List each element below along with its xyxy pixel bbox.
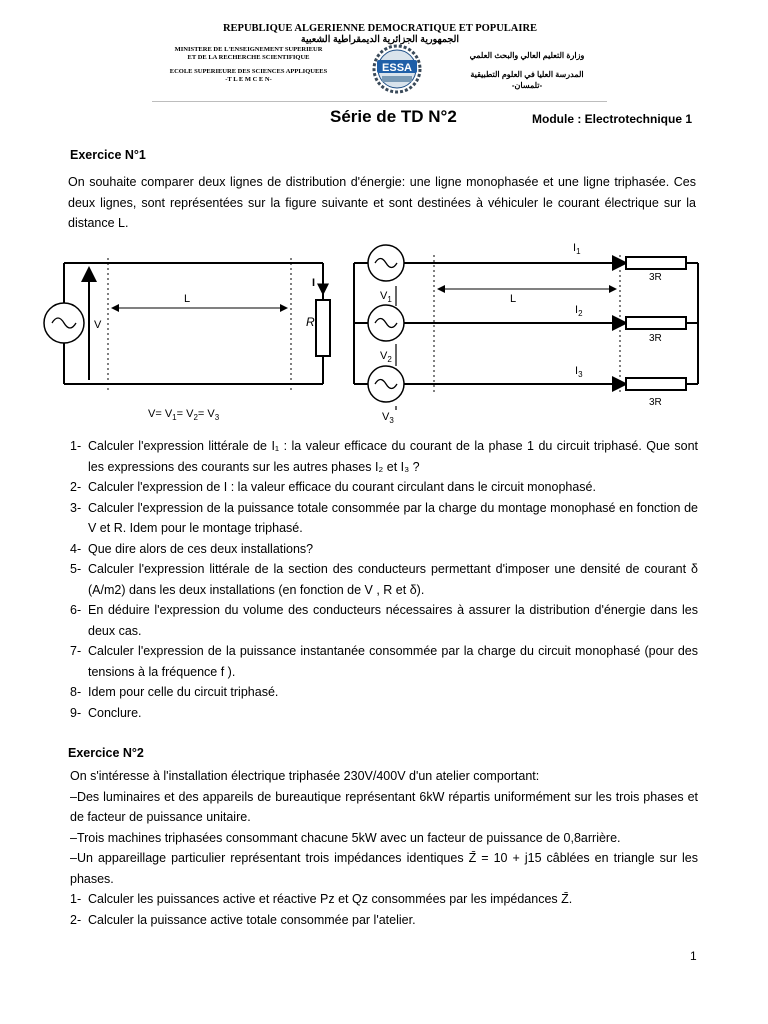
question-item bbox=[70, 600, 698, 641]
exercise-2-title: Exercice N°2 bbox=[68, 746, 144, 760]
module-label: Module : Electrotechnique 1 bbox=[532, 112, 693, 126]
page-title: Série de TD N°2 bbox=[330, 107, 457, 126]
resistor-3r-2-label: 3R bbox=[649, 333, 662, 344]
question-text: Calculer l'expression de la puissance totale consommée par la charge du montage monophasé en fonction de V et R. Idem pour le montage triphasé. bbox=[88, 500, 698, 535]
question-item bbox=[70, 436, 698, 477]
mono-l-label: L bbox=[184, 293, 191, 305]
exercise-2-body bbox=[70, 766, 698, 930]
exercise-2-item-1: –Des luminaires et des appareils de bureautique représentant 6kW répartis uniformément sur les trois phases et de facteur de puissance unitaire. bbox=[70, 789, 698, 824]
question-text: Conclure. bbox=[88, 705, 142, 720]
question-item bbox=[70, 910, 698, 931]
ministry-ar: وزارة التعليم العالي والبحث العلمي bbox=[469, 51, 585, 60]
question-item bbox=[70, 703, 698, 724]
question-number: 4- bbox=[70, 541, 82, 556]
header-right-institution bbox=[452, 50, 602, 91]
question-number: 8- bbox=[70, 685, 82, 699]
v3-label: $V_3$ bbox=[382, 411, 394, 425]
exercise-1-title: Exercice N°1 bbox=[70, 148, 146, 162]
question-item bbox=[70, 889, 698, 910]
exercise-1-questions bbox=[70, 436, 698, 723]
i2-label: $I_2$ bbox=[575, 304, 583, 318]
school-fr-line2: -T L E M C E N- bbox=[225, 76, 272, 83]
school-fr-line1: ECOLE SUPERIEURE DES SCIENCES APPLIQUEES bbox=[169, 68, 328, 75]
header-left-institution bbox=[146, 46, 351, 84]
mono-i-label: I bbox=[312, 277, 316, 289]
question-item bbox=[70, 641, 698, 682]
circuit-figure bbox=[38, 240, 708, 430]
question-item bbox=[70, 477, 698, 498]
ministry-fr-line2: ET DE LA RECHERCHE SCIENTIFIQUE bbox=[187, 54, 310, 61]
exercise-2-intro: On s'intéresse à l'installation électrique triphasée 230V/400V d'un atelier comportant: bbox=[70, 769, 540, 783]
republic-title-fr: REPUBLIQUE ALGERIENNE DEMOCRATIQUE ET POPULAIRE bbox=[222, 23, 538, 34]
exercise-2-questions bbox=[70, 889, 698, 930]
mono-v-label: V bbox=[94, 319, 102, 331]
exercise-2-item-2: –Trois machines triphasées consommant chacune 5kW avec un facteur de puissance de 0,8arrière. bbox=[70, 830, 621, 845]
question-item bbox=[70, 498, 698, 539]
three-phase-circuit bbox=[354, 242, 698, 425]
question-number: 5- bbox=[70, 562, 82, 576]
question-number: 7- bbox=[70, 644, 82, 658]
logo-text: ESSA bbox=[382, 62, 412, 74]
question-item bbox=[70, 539, 698, 560]
tri-l-label: L bbox=[510, 293, 517, 305]
resistor-3r-3 bbox=[626, 378, 686, 390]
voltage-equation: $V= V_1= V_2= V_3$ bbox=[148, 408, 220, 422]
question-text: Calculer les puissances active et réactive Pz et Qz consommées par les impédances Z̄. bbox=[88, 892, 573, 906]
resistor-r bbox=[316, 300, 330, 356]
question-text: Calculer la puissance active totale consommée par l'atelier. bbox=[88, 912, 416, 927]
question-text: En déduire l'expression du volume des conducteurs nécessaires à assurer la distribution d'énergie dans les deux cas. bbox=[88, 603, 698, 638]
v2-label: $V_2$ bbox=[380, 350, 392, 364]
question-number: 2- bbox=[70, 480, 82, 494]
question-number: 3- bbox=[70, 500, 82, 515]
resistor-3r-2 bbox=[626, 317, 686, 329]
ministry-fr-line1: MINISTERE DE L'ENSEIGNEMENT SUPERIEUR bbox=[174, 46, 323, 53]
i3-label: $I_3$ bbox=[575, 365, 583, 379]
question-text: Idem pour celle du circuit triphasé. bbox=[88, 685, 279, 699]
question-text: Calculer l'expression de la puissance instantanée consommée par la charge du circuit monophasé (pour des tensions à la fréquence f ). bbox=[88, 644, 698, 679]
question-text: Calculer l'expression littérale de la section des conducteurs permettant d'imposer une densité de courant δ (A/m2) dans les deux installations (en fonction de V , R et δ). bbox=[88, 562, 698, 597]
resistor-3r-3-label: 3R bbox=[649, 397, 662, 408]
exercise-1-intro: On souhaite comparer deux lignes de distribution d'énergie: une ligne monophasée et une ligne triphasée. Ces deux lignes, sont représentées sur la figure suivante et sont destinées à véhiculer le courant électrique sur la distance L. bbox=[68, 175, 696, 230]
question-number: 6- bbox=[70, 603, 82, 617]
school-ar-line2: -تلمسان- bbox=[511, 81, 543, 90]
republic-title-ar: الجمهورية الجزائرية الديمقراطية الشعبية bbox=[300, 34, 460, 45]
exercise-2-item-3: –Un appareillage particulier représentant trois impédances identiques Z̄ = 10 + j15 câblées en triangle sur les phases. bbox=[70, 851, 698, 886]
school-ar-line1: المدرسة العليا في العلوم التطبيقية bbox=[470, 70, 584, 79]
mono-r-label: R bbox=[306, 315, 315, 329]
header-divider bbox=[152, 101, 607, 102]
question-number: 2- bbox=[70, 912, 82, 927]
question-text: Que dire alors de ces deux installations? bbox=[88, 541, 314, 556]
question-text: Calculer l'expression littérale de I₁ : la valeur efficace du courant de la phase 1 du circuit triphasé. Que sont les expressions des courants sur les autres phases I₂ et I₃ ? bbox=[88, 439, 698, 474]
question-number: 1- bbox=[70, 892, 82, 906]
page-number: 1 bbox=[690, 949, 697, 963]
resistor-3r-1 bbox=[626, 257, 686, 269]
question-item bbox=[70, 682, 698, 703]
question-number: 1- bbox=[70, 439, 82, 453]
i1-label: $I_1$ bbox=[573, 242, 581, 256]
single-phase-circuit bbox=[44, 258, 330, 422]
essa-logo bbox=[366, 43, 428, 95]
question-item bbox=[70, 559, 698, 600]
v1-label: $V_1$ bbox=[380, 290, 392, 304]
resistor-3r-1-label: 3R bbox=[649, 272, 662, 283]
question-text: Calculer l'expression de I : la valeur efficace du courant circulant dans le circuit monophasé. bbox=[88, 480, 596, 494]
question-number: 9- bbox=[70, 705, 82, 720]
